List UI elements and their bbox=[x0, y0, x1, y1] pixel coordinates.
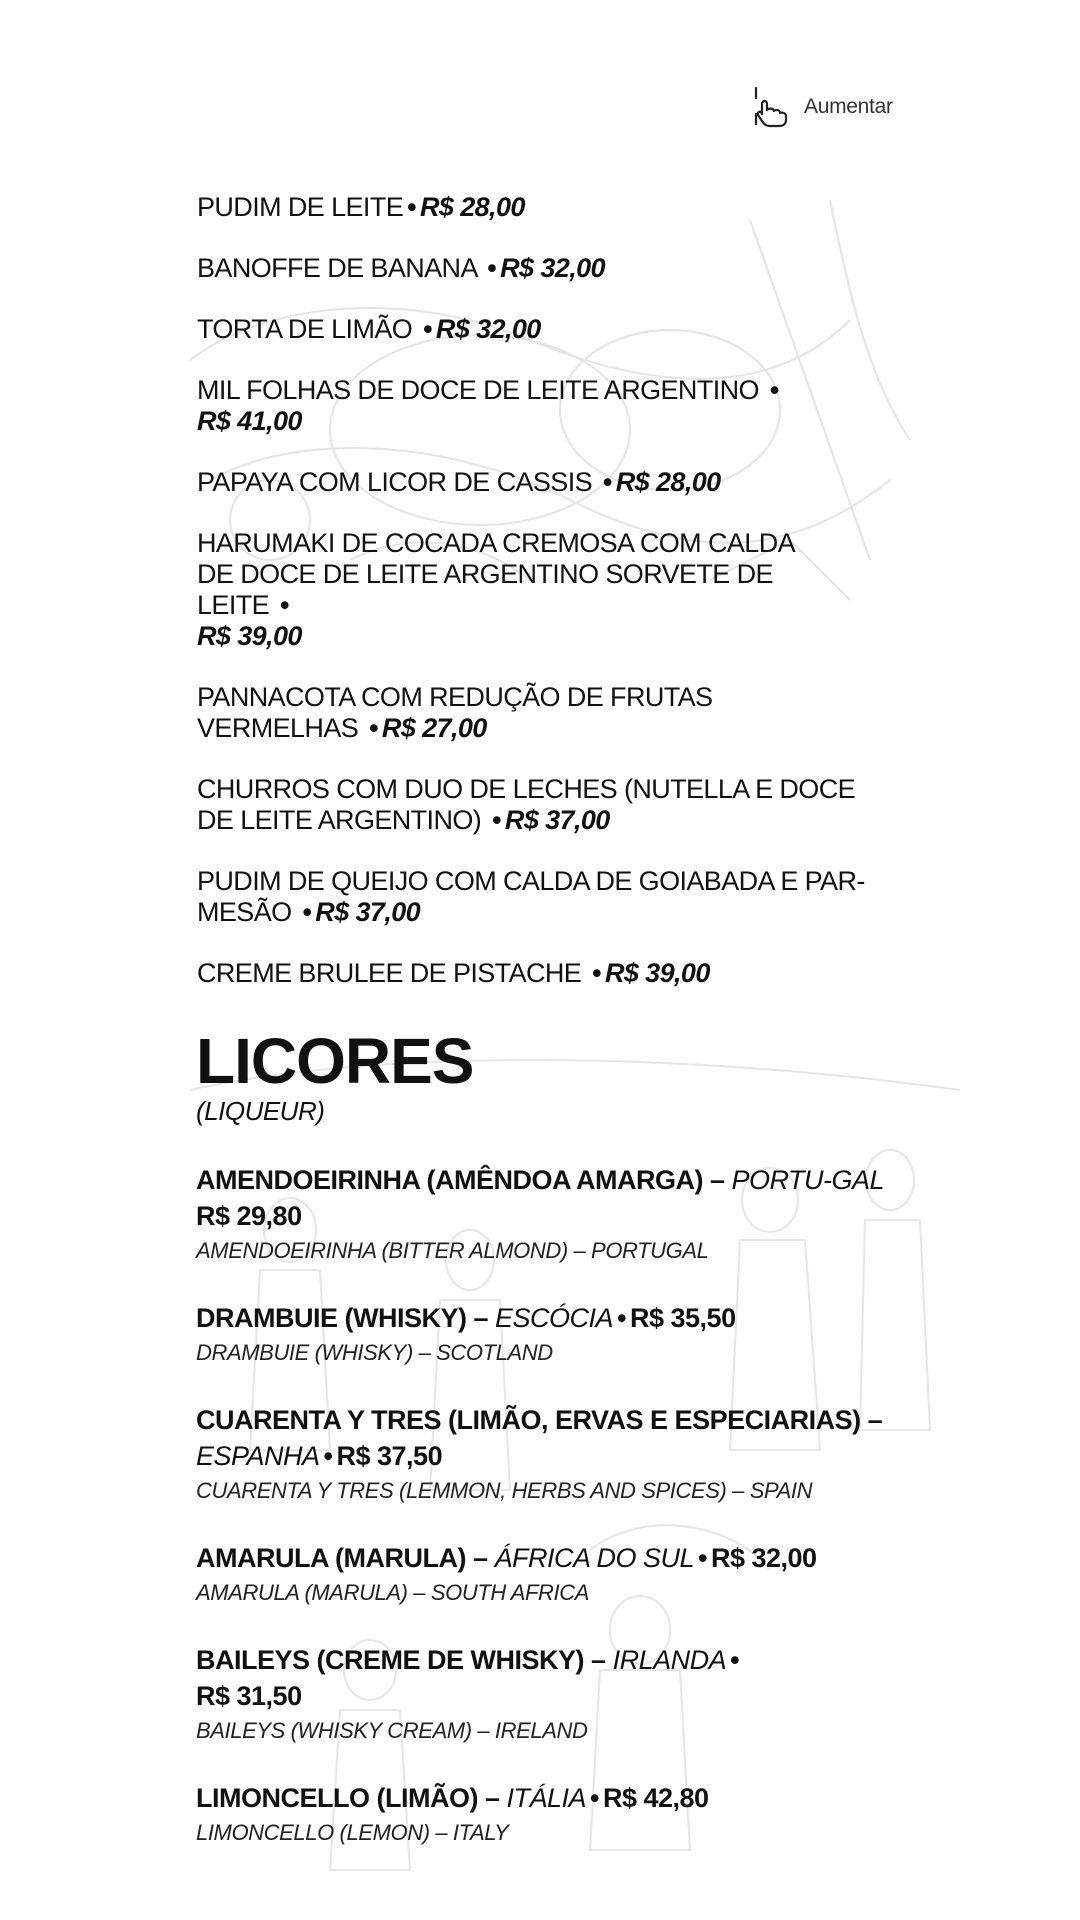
dessert-price: R$ 37,00 bbox=[315, 897, 421, 927]
zoom-label: Aumentar bbox=[804, 95, 893, 118]
dessert-name: BANOFFE DE BANANA bbox=[197, 253, 477, 283]
liqueur-item bbox=[196, 1162, 916, 1266]
liqueur-name: AMENDOEIRINHA (AMÊNDOA AMARGA) – bbox=[196, 1165, 725, 1195]
section-title: LICORES bbox=[196, 1025, 474, 1097]
liqueur-name: AMARULA (MARULA) – bbox=[196, 1543, 488, 1573]
liqueur-translation: AMENDOEIRINHA (BITTER ALMOND) – PORTUGAL bbox=[196, 1238, 709, 1263]
dessert-item: PANNACOTA COM REDUÇÃO DE FRUTAS VERMELHAS • R$ 27,00 bbox=[197, 682, 713, 743]
desserts-list bbox=[197, 192, 897, 1019]
liqueur-translation: DRAMBUIE (WHISKY) – SCOTLAND bbox=[196, 1340, 553, 1365]
liqueur-country: ÁFRICA DO SUL bbox=[494, 1543, 695, 1573]
dessert-name: PUDIM DE QUEIJO COM CALDA DE GOIABADA E PAR-MESÃO bbox=[197, 866, 865, 927]
dessert-item: MIL FOLHAS DE DOCE DE LEITE ARGENTINO • R$ 41,00 bbox=[197, 375, 779, 436]
zoom-button[interactable] bbox=[748, 84, 893, 130]
dessert-item: BANOFFE DE BANANA • R$ 32,00 bbox=[197, 253, 605, 283]
dessert-price: R$ 27,00 bbox=[381, 713, 487, 743]
liqueur-item: DRAMBUIE (WHISKY) – ESCÓCIA • R$ 35,50 DRAMBUIE (WHISKY) – SCOTLAND bbox=[196, 1300, 956, 1368]
dessert-name: MIL FOLHAS DE DOCE DE LEITE ARGENTINO bbox=[197, 375, 759, 405]
dessert-price: R$ 32,00 bbox=[500, 253, 605, 283]
dessert-price: R$ 28,00 bbox=[615, 467, 721, 497]
liqueur-price: R$ 42,80 bbox=[602, 1783, 709, 1813]
liqueur-item: CUARENTA Y TRES (LIMÃO, ERVAS E ESPECIARIAS) – ESPANHA • R$ 37,50 CUARENTA Y TRES (LEMMON, HERBS AND SPICES) – SPAIN bbox=[196, 1402, 966, 1506]
liqueur-country: ESPANHA bbox=[196, 1441, 320, 1471]
dessert-price: R$ 39,00 bbox=[604, 958, 710, 988]
liqueur-translation: AMARULA (MARULA) – SOUTH AFRICA bbox=[196, 1580, 590, 1605]
liqueur-name: LIMONCELLO (LIMÃO) – bbox=[196, 1783, 500, 1813]
dessert-item: CREME BRULEE DE PISTACHE • R$ 39,00 bbox=[197, 958, 710, 988]
liqueur-price: R$ 29,80 bbox=[196, 1201, 302, 1231]
liqueur-translation: LIMONCELLO (LEMON) – ITALY bbox=[196, 1820, 509, 1845]
liqueur-country: PORTU-GAL bbox=[731, 1165, 885, 1195]
dessert-price: R$ 32,00 bbox=[435, 314, 541, 344]
section-subtitle: (LIQUEUR) bbox=[196, 1096, 325, 1126]
dessert-item: CHURROS COM DUO DE LECHES (NUTELLA E DOCE DE LEITE ARGENTINO) • R$ 37,00 bbox=[197, 774, 856, 835]
liqueur-country: IRLANDA bbox=[612, 1645, 727, 1675]
dessert-item: PUDIM DE LEITE • R$ 28,00 bbox=[197, 192, 525, 222]
liqueur-item: AMARULA (MARULA) – ÁFRICA DO SUL • R$ 32,00 AMARULA (MARULA) – SOUTH AFRICA bbox=[196, 1540, 956, 1608]
dessert-name: PAPAYA COM LICOR DE CASSIS bbox=[197, 467, 593, 497]
dessert-item: PUDIM DE QUEIJO COM CALDA DE GOIABADA E PAR-MESÃO • R$ 37,00 bbox=[197, 866, 865, 927]
dessert-item: PAPAYA COM LICOR DE CASSIS • R$ 28,00 bbox=[197, 467, 721, 497]
liqueur-price: R$ 37,50 bbox=[336, 1441, 443, 1471]
liqueur-price: R$ 35,50 bbox=[630, 1303, 736, 1333]
liqueur-name: BAILEYS (CREME DE WHISKY) – bbox=[196, 1645, 606, 1675]
dessert-price: R$ 41,00 bbox=[197, 406, 302, 436]
liqueur-name: DRAMBUIE (WHISKY) – bbox=[196, 1303, 488, 1333]
liqueur-item: BAILEYS (CREME DE WHISKY) – IRLANDA • R$ 31,50 BAILEYS (WHISKY CREAM) – IRELAND bbox=[196, 1642, 796, 1746]
dessert-price: R$ 28,00 bbox=[420, 192, 525, 222]
dessert-item: TORTA DE LIMÃO • R$ 32,00 bbox=[197, 314, 541, 344]
dessert-name: CHURROS COM DUO DE LECHES (NUTELLA E DOCE DE LEITE ARGENTINO) bbox=[197, 774, 856, 835]
dessert-name: PUDIM DE LEITE bbox=[197, 192, 404, 222]
liqueur-price: R$ 31,50 bbox=[196, 1681, 302, 1711]
dessert-name: CREME BRULEE DE PISTACHE bbox=[197, 958, 582, 988]
liqueur-translation: BAILEYS (WHISKY CREAM) – IRELAND bbox=[196, 1718, 588, 1743]
licores-section bbox=[196, 1025, 956, 1882]
liqueur-name: CUARENTA Y TRES (LIMÃO, ERVAS E ESPECIARIAS) – bbox=[196, 1405, 883, 1435]
liqueur-translation: CUARENTA Y TRES (LEMMON, HERBS AND SPICES) – SPAIN bbox=[196, 1478, 813, 1503]
dessert-name: HARUMAKI DE COCADA CREMOSA COM CALDA DE DOCE DE LEITE ARGENTINO SORVETE DE LEITE bbox=[197, 528, 794, 620]
dessert-price: R$ 39,00 bbox=[197, 621, 302, 651]
dessert-name: TORTA DE LIMÃO bbox=[197, 314, 413, 344]
dessert-item: HARUMAKI DE COCADA CREMOSA COM CALDA DE DOCE DE LEITE ARGENTINO SORVETE DE LEITE • R$ 39,00 bbox=[197, 528, 794, 651]
liqueur-price: R$ 32,00 bbox=[710, 1543, 817, 1573]
liqueur-item: LIMONCELLO (LIMÃO) – ITÁLIA • R$ 42,80 LIMONCELLO (LEMON) – ITALY bbox=[196, 1780, 956, 1848]
liqueur-country: ITÁLIA bbox=[506, 1783, 587, 1813]
dessert-name: PANNACOTA COM REDUÇÃO DE FRUTAS VERMELHAS bbox=[197, 682, 713, 743]
liqueur-country: ESCÓCIA bbox=[495, 1303, 614, 1333]
hand-pointer-zoom-icon bbox=[748, 84, 794, 130]
dessert-price: R$ 37,00 bbox=[504, 805, 610, 835]
